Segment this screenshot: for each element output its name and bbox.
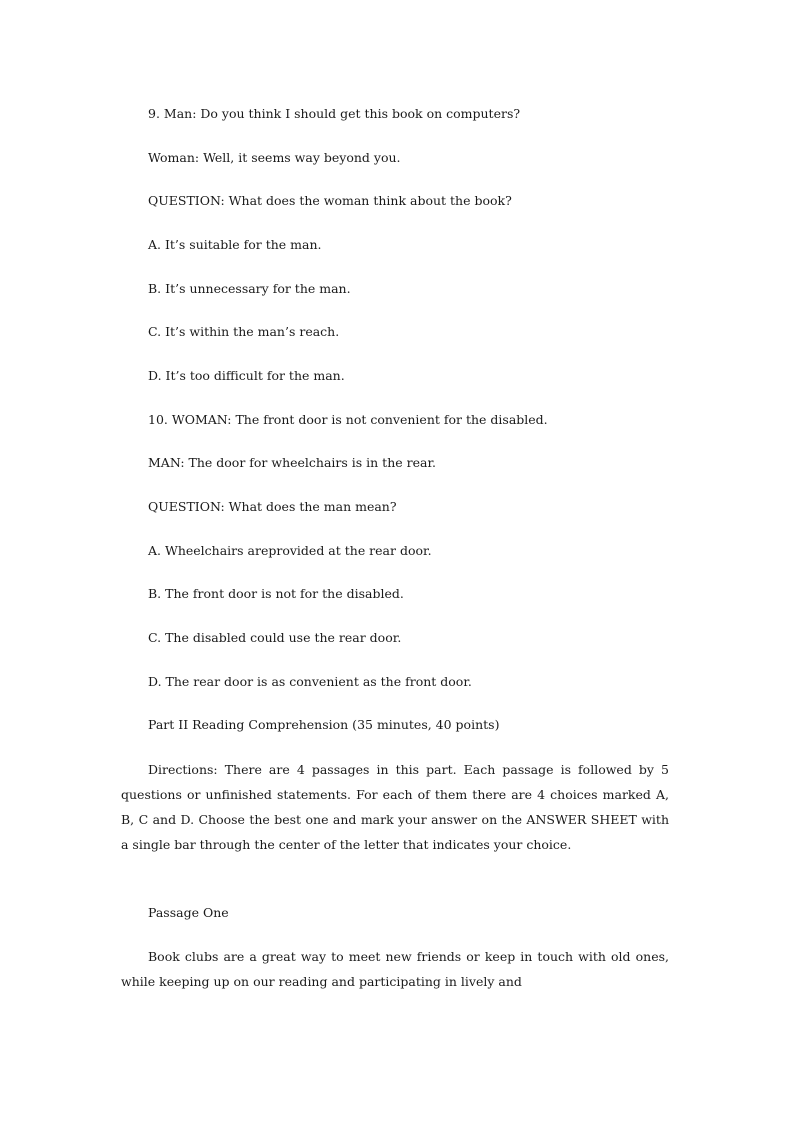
passage-one-title: Passage One: [148, 905, 229, 920]
q9-man-line: 9. Man: Do you think I should get this book on computers?: [148, 106, 521, 121]
q10-man-line: MAN: The door for wheelchairs is in the rear.: [148, 455, 437, 470]
q10-option-d: D. The rear door is as convenient as the front door.: [148, 674, 472, 689]
q9-option-c: C. It’s within the man’s reach.: [148, 324, 340, 339]
q9-option-a: A. It’s suitable for the man.: [148, 237, 322, 252]
q9-question: QUESTION: What does the woman think about the book?: [148, 193, 512, 208]
passage-one-text: Book clubs are a great way to meet new friends or keep in touch with old ones, while keeping up on our reading and participating in lively and: [121, 949, 669, 989]
q9-option-b: B. It’s unnecessary for the man.: [148, 281, 351, 296]
part2-heading: Part II Reading Comprehension (35 minutes, 40 points): [148, 717, 500, 732]
q10-option-b: B. The front door is not for the disabled.: [148, 586, 404, 601]
q10-woman-line: 10. WOMAN: The front door is not convenient for the disabled.: [148, 412, 548, 427]
q9-option-d: D. It’s too difficult for the man.: [148, 368, 345, 383]
q10-option-a: A. Wheelchairs areprovided at the rear door.: [148, 543, 432, 558]
q10-question: QUESTION: What does the man mean?: [148, 499, 397, 514]
q9-woman-line: Woman: Well, it seems way beyond you.: [148, 150, 401, 165]
q10-option-c: C. The disabled could use the rear door.: [148, 630, 402, 645]
part2-directions: Directions: There are 4 passages in this part. Each passage is followed by 5 questions or unfinished statements. For each of them there are 4 choices marked A, B, C and D. Choose the best one and mark your answer on the ANSWER SHEET with a single bar through the center of the letter that indicates your choice.: [121, 762, 669, 852]
